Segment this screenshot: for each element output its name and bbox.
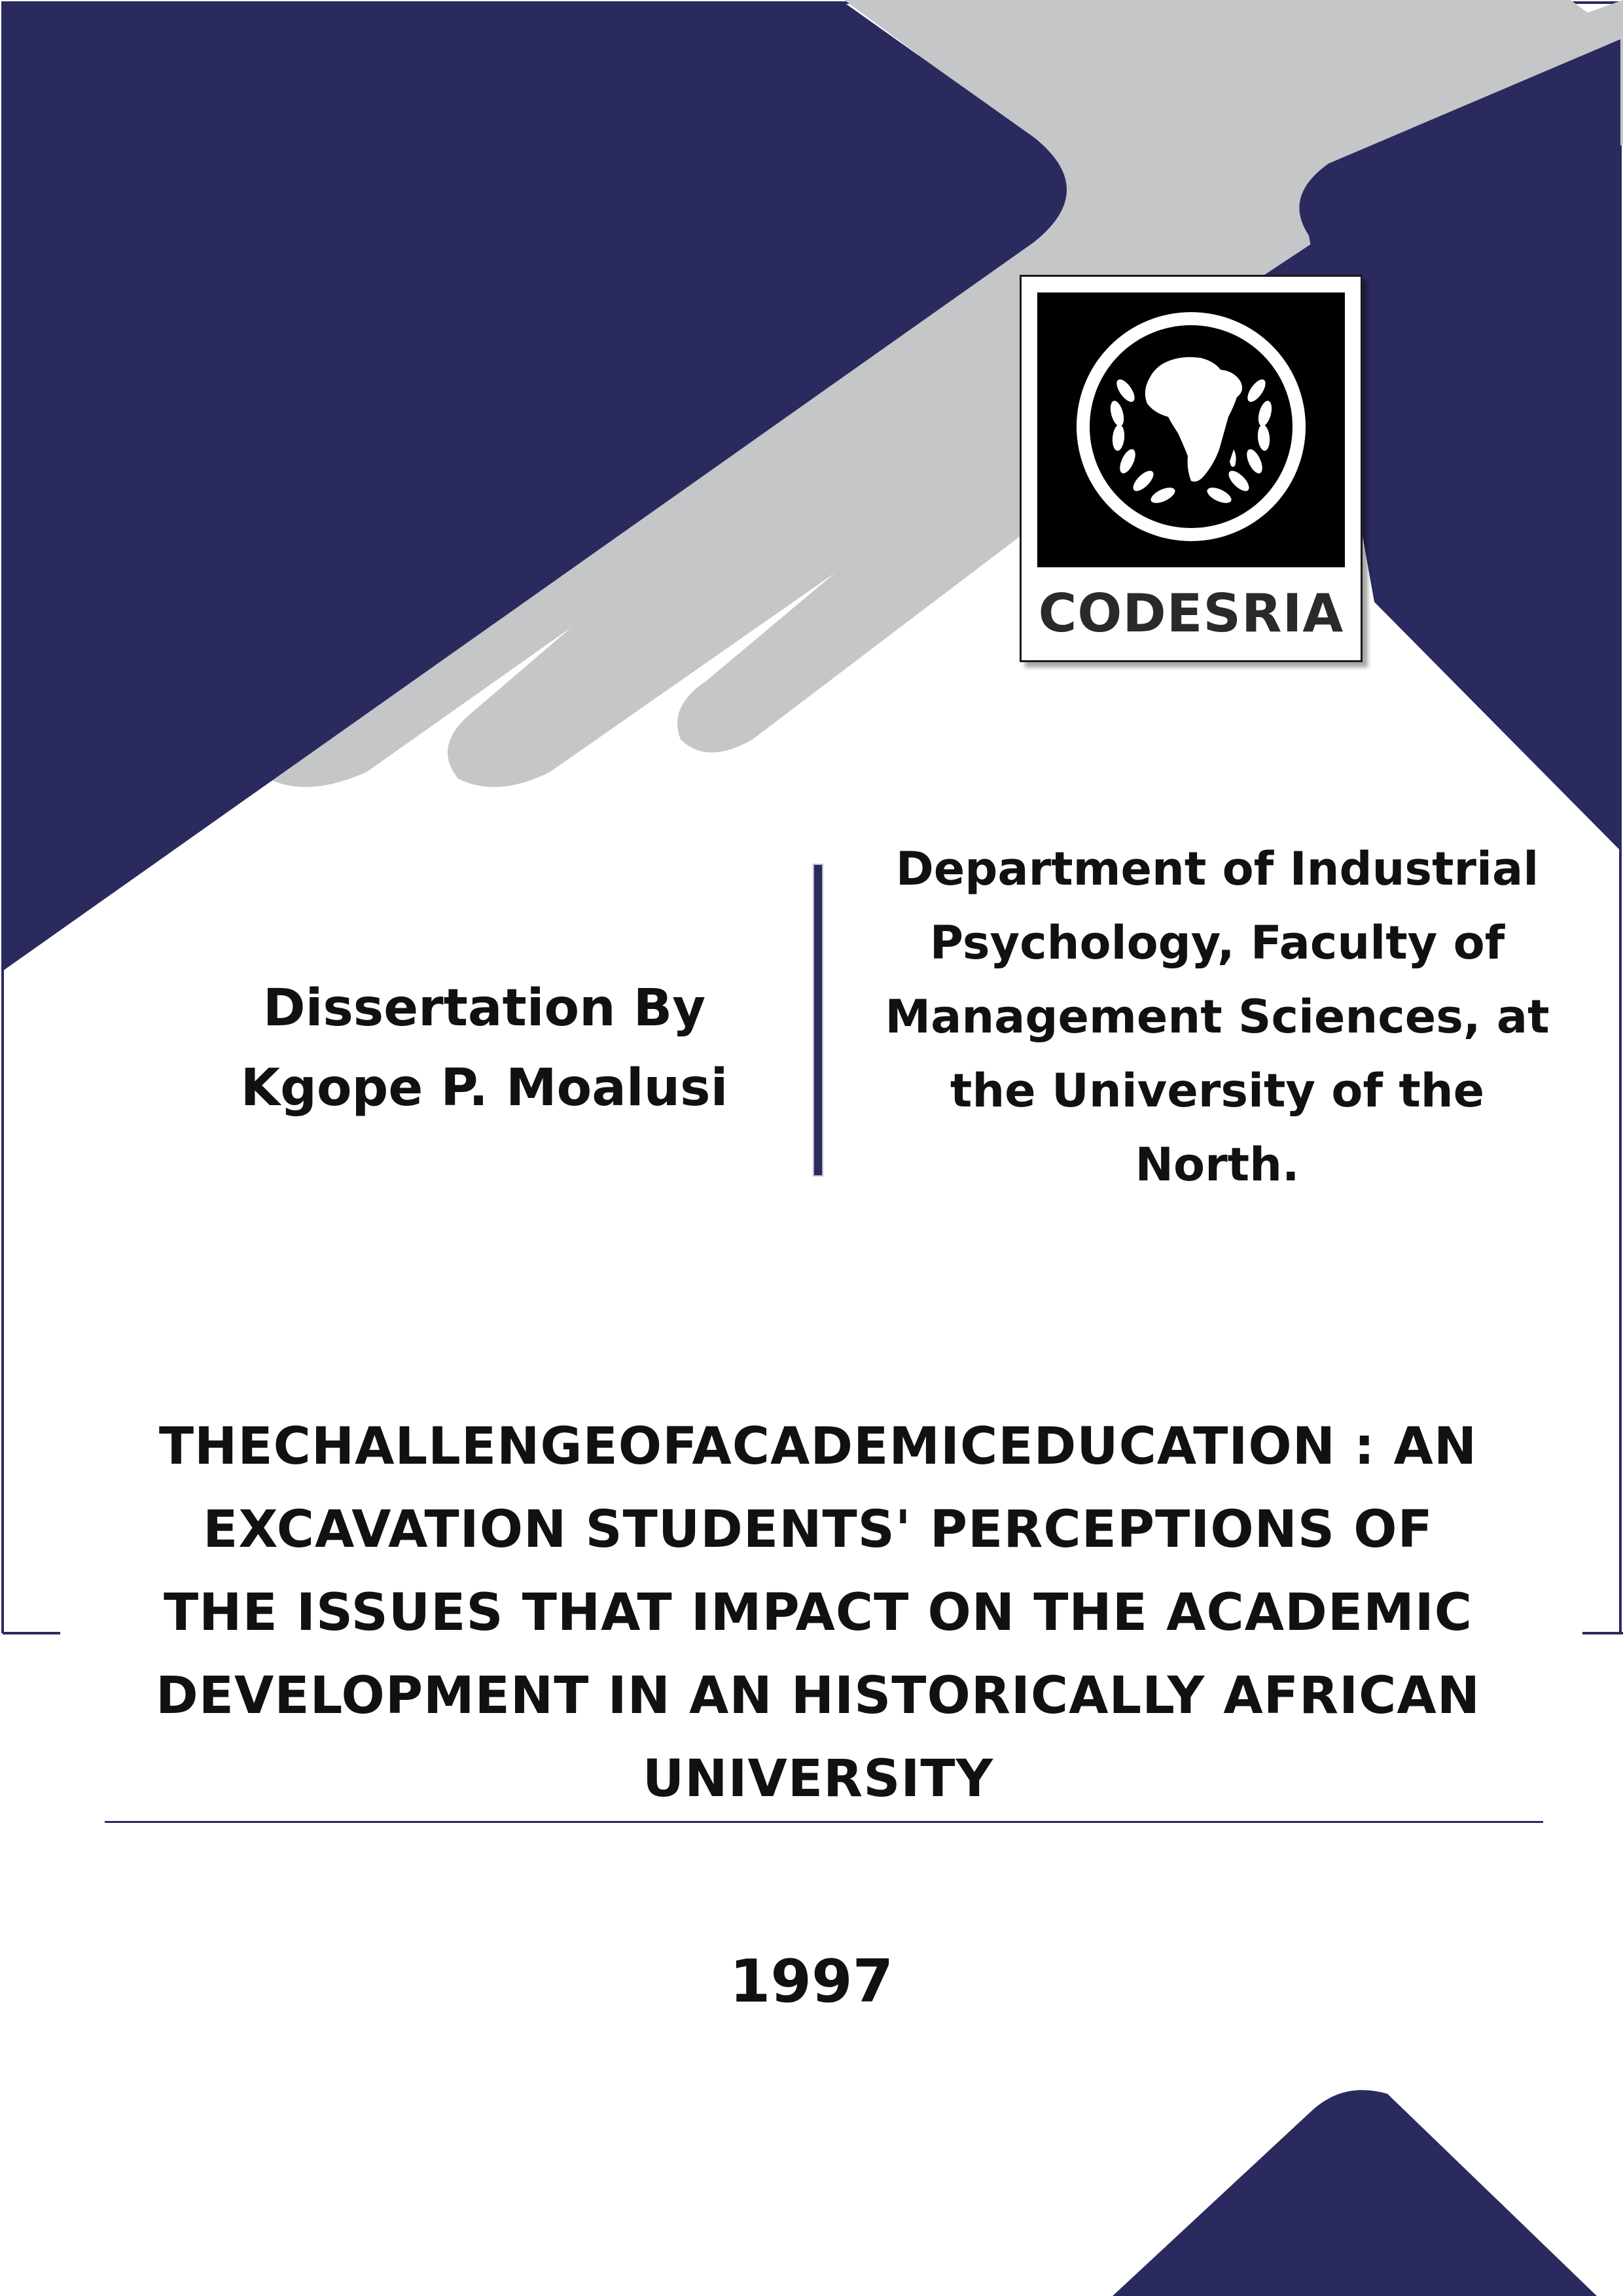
title-line: DEVELOPMENT IN AN HISTORICALLY AFRICAN <box>155 1667 1481 1725</box>
vertical-divider <box>813 864 823 1176</box>
title-underline <box>105 1821 1543 1823</box>
author-name: Kgope P. Moalusi <box>240 1059 728 1118</box>
department-line: Management Sciences, at <box>885 990 1550 1044</box>
dissertation-label: Dissertation By <box>262 979 706 1038</box>
navy-bottom-triangle <box>1113 2090 1597 2296</box>
title-line: THE ISSUES THAT IMPACT ON THE ACADEMIC <box>163 1583 1473 1642</box>
department-line: North. <box>1135 1138 1300 1192</box>
department-block <box>851 832 1584 1202</box>
codesria-logo <box>1020 275 1363 662</box>
department-line: Department of Industrial <box>895 842 1539 896</box>
logo-emblem-panel <box>1037 292 1345 567</box>
department-line: Psychology, Faculty of <box>929 916 1505 970</box>
title-line: UNIVERSITY <box>642 1750 994 1809</box>
africa-map-laurel-wreath-icon <box>1037 292 1345 567</box>
dissertation-title <box>65 1405 1571 1821</box>
department-line: the University of the <box>950 1064 1485 1118</box>
title-line: EXCAVATION STUDENTS' PERCEPTIONS OF <box>203 1500 1433 1559</box>
author-block <box>196 968 772 1128</box>
publication-year: 1997 <box>729 1947 894 2016</box>
title-line: THECHALLENGEOFACADEMICEDUCATION : AN <box>158 1417 1478 1476</box>
logo-wordmark: CODESRIA <box>1038 583 1344 644</box>
